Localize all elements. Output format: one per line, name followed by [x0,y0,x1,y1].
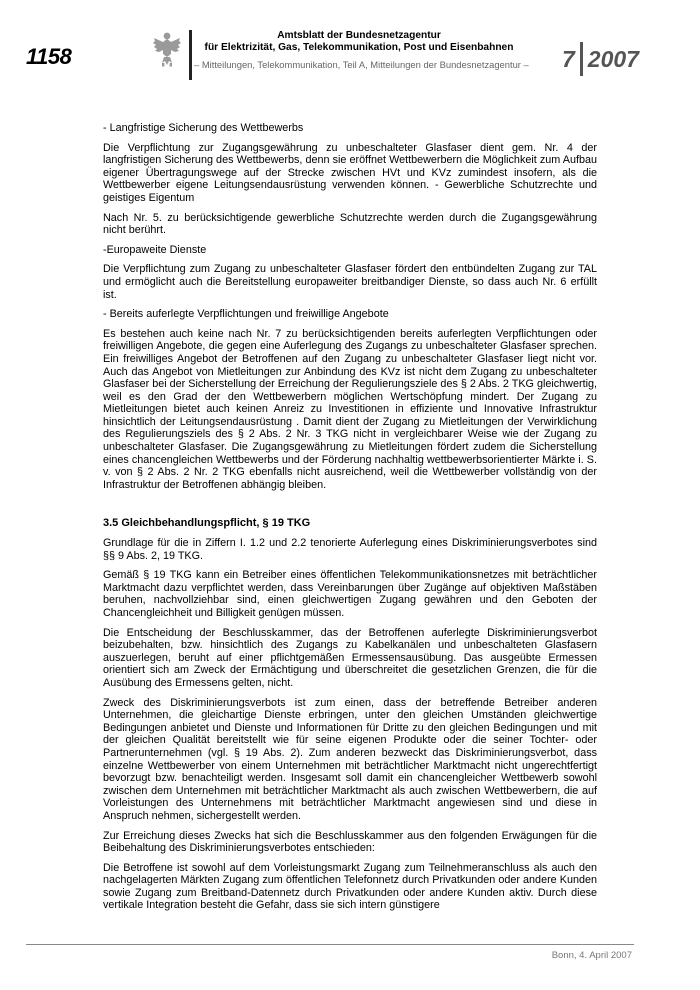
journal-title-line2: für Elektrizität, Gas, Telekommunikation, Post und Eisenbahnen [204,42,514,53]
journal-subtitle: – Mitteilungen, Telekommunikation, Teil A, Mitteilungen der Bundesnetzagentur – [194,59,529,70]
paragraph: Die Verpflichtung zum Zugang zu unbeschalteter Glasfaser fördert den entbündelten Zugang zur TAL und ermöglicht auch die Bereitstellung europaweiter breitbandiger Dienste, so dass auch Nr. 6 erfüllt ist. [103,263,597,301]
paragraph: Zweck des Diskriminierungsverbots ist zum einen, dass der betreffende Betreiber anderen Unternehmen, die gleichartige Dienste erbringen, unter den gleichen Umständen gleichwertige Bedingungen anbietet und Dienste und Informationen für Dritte zu den gleichen Bedingungen und mit der gleichen Qualität bereitstellt wie für seine eigenen Produkte oder die seiner Tochter- oder Partnerunternehmen (vgl. § 19 Abs. 2). Zum anderen bezweckt das Diskriminierungsverbot, dass einzelne Wettbewerber von einem Unternehmen mit beträchtlicher Marktmacht nicht ungerechtfertigt bevorzugt bzw. benachteiligt werden. Insgesamt soll damit ein chancengleicher Wettbewerb sowohl zwischen dem Unternehmen mit beträchtlicher Marktmacht als auch zwischen Wettbewerbern, die auf Vorleistungen des Unternehmens mit beträchtlicher Marktmacht angewiesen sind und diese in Anspruch nehmen, sichergestellt werden. [103,696,597,822]
paragraph: Die Betroffene ist sowohl auf dem Vorleistungsmarkt Zugang zum Teilnehmeranschluss als auch den nachgelagerten Märkten Zugang zum öffentlichen Telefonnetz durch Privatkunden oder andere Kunden sowie Zugang zum Breitband-Datennetz durch Privatkunden oder andere Kunden aktiv. Durch diese vertikale Integration besteht die Gefahr, dass sie sich intern günstigere [103,861,597,912]
section-heading: 3.5 Gleichbehandlungspflicht, § 19 TKG [103,517,311,530]
paragraph: -Europaweite Dienste [103,243,207,256]
paragraph: Es bestehen auch keine nach Nr. 7 zu berücksichtigenden bereits auferlegten Verpflichtungen oder freiwilligen Angebote, die gegen eine Auferlegung des Zugangs zu unbeschalteter Glasfaser sprechen. Ein freiwilliges Angebot der Betroffenen auf den Zugang zu unbeschalteter Glasfaser liegt nicht vor. Auch das Angebot von Mietleitungen zur Anbindung des KVz ist nicht dem Zugang zu unbeschalteter Glasfaser bei der Sicherstellung der Erreichung der Regulierungsziele des § 2 Abs. 2 TKG gleichwertig, weil es den Grad der den Wettbewerbern möglichen Wertschöpfung mindert. Der Zugang zu Mietleitungen bietet auch keinen Anreiz zu Investitionen in effiziente und Innovative Infrastruktur hinsichtlich der Leitungsendausrüstung . Damit dient der Zugang zu Mietleitungen der Verwirklichung des Regulierungsziels des § 2 Abs. 2 Nr. 3 TKG nicht in vergleichbarer Weise wie der Zugang zu unbeschalteter Glasfaser. Die Zugangsgewährung zu Mietleitungen fördert zudem die Sicherstellung eines chancengleichen Wettbewerbs und der Förderung nachhaltig wettbewerbsorientierter Märkte i. S. v. von § 2 Abs. 2 Nr. 2 TKG ebenfalls nicht ausreichend, weil die Wettbewerber vollständig von der Infrastruktur der Betroffenen abhängig bleiben. [103,327,597,491]
issue-year: 2007 [587,45,639,72]
paragraph: - Bereits auferlegte Verpflichtungen und freiwillige Angebote [103,308,389,321]
paragraph: Die Verpflichtung zur Zugangsgewährung zu unbeschalteter Glasfaser dient gem. Nr. 4 der langfristigen Sicherung des Wettbewerbs, denn sie eröffnet Wettbewerbern die Möglichkeit zum Aufbau eigener Übertragungswege auf der Strecke zwischen HVt und KVz zumindest insofern, als die Wettbewerber eigene Leitungsendausrüstung verwenden können. - Gewerbliche Schutzrechte und geistiges Eigentum [103,141,597,204]
footer-rule [26,944,634,945]
paragraph: - Langfristige Sicherung des Wettbewerbs [103,122,304,134]
federal-eagle-icon [152,30,182,68]
issue-label [562,42,639,76]
paragraph: Nach Nr. 5. zu berücksichtigende gewerbliche Schutzrechte werden durch die Zugangsgewährung nicht berührt. [103,211,597,237]
page-number: 1158 [26,44,72,69]
issue-number: 7 [562,45,575,72]
issue-divider [580,42,583,76]
paragraph: Grundlage für die in Ziffern I. 1.2 und 2.2 tenorierte Auferlegung eines Diskriminierungsverbotes sind §§ 9 Abs. 2, 19 TKG. [103,537,597,562]
document-body [103,122,597,919]
journal-title-line1: Amtsblatt der Bundesnetzagentur [277,30,441,41]
header-divider [189,30,192,80]
paragraph: Gemäß § 19 TKG kann ein Betreiber eines öffentlichen Telekommunikationsnetzes mit beträchtlicher Marktmacht dazu verpflichtet werden, dass Vereinbarungen über Zugänge auf objektiven Maßstäben beruhen, nachvollziehbar sind, einen gleichwertigen Zugang gewähren und den Geboten der Chancengleichheit und Billigkeit genügen müssen. [103,569,597,619]
paragraph: Zur Erreichung dieses Zwecks hat sich die Beschlusskammer aus den folgenden Erwägungen für die Beibehaltung des Diskriminierungsverbotes entschieden: [103,829,597,855]
journal-title [194,30,529,73]
footer-place-date: Bonn, 4. April 2007 [551,950,632,961]
paragraph: Die Entscheidung der Beschlusskammer, das der Betroffenen auferlegte Diskriminierungsverbot beizubehalten, bzw. hinsichtlich des Zugangs zu Kabelkanälen und unbeschalteten Glasfasern auszuerlegen, beruht auf einer pflichtgemäßen Ermessensausübung. Das ausgeübte Ermessen orientiert sich am Zweck der Ermächtigung und überschreitet die gesetzlichen Grenzen, die für die Ausübung des Ermessens gelten, nicht. [103,626,597,689]
